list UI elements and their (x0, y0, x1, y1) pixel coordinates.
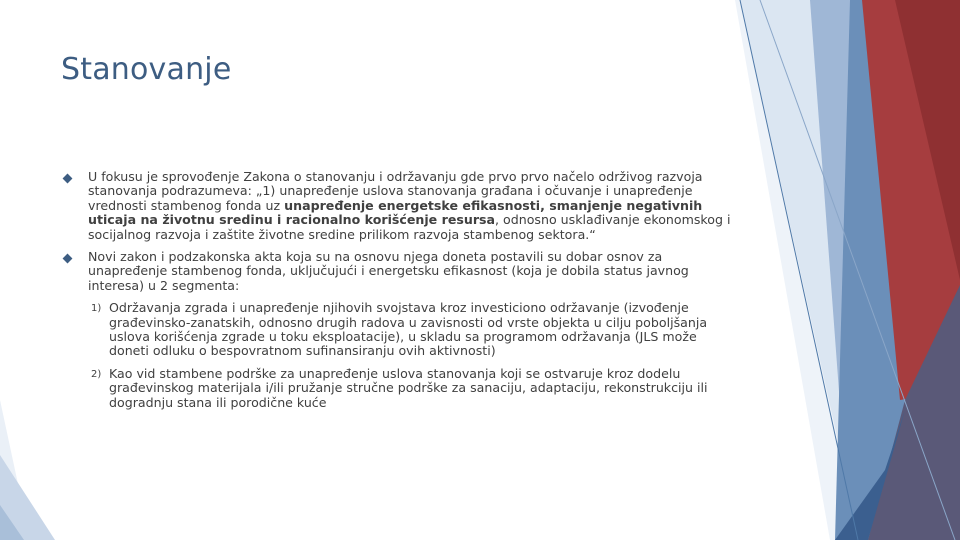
slide-content (63, 170, 733, 410)
text-run: , odnosno usklađivanje ekonomskog i socijalnog razvoja i zaštite životne sredine prilikom razvoja stambenog sektora.“ (88, 212, 731, 242)
subitem-number: 2) (91, 368, 102, 380)
numbered-subitem (63, 367, 733, 410)
bullet-item (63, 250, 733, 293)
numbered-subitem (63, 301, 733, 359)
text-run-bold: unapređenje energetske efikasnosti, smanjenje negativnih uticaja na životnu sredinu i racionalno korišćenje resursa (88, 197, 703, 228)
bullet-item (63, 170, 733, 242)
bullet-text (88, 170, 733, 242)
subitem-text: Kao vid stambene podrške za unapređenje uslova stanovanja koji se ostvaruje kroz dodelu građevinskog materijala i/ili pružanje stručne podrške za sanaciju, adaptaciju, rekonstrukciju ili dogradnju stana ili porodične kuće (109, 365, 708, 410)
subitem-number: 1) (91, 303, 102, 315)
slide-title: Stanovanje (61, 52, 232, 87)
bullet-text: Novi zakon i podzakonska akta koja su na osnovu njega doneta postavili su dobar osnov za unapređenje stambenog fonda, uključujući i energetsku efikasnost (koja je dobila status javnog interesa) u 2 segmenta: (88, 249, 689, 293)
subitem-text: Održavanja zgrada i unapređenje njihovih svojstava kroz investiciono održavanje (izvođenje građevinsko-zanatskih, odnosno drugih radova u zavisnosti od vrste objekta u cilju poboljšanja uslova korišćenja zgrade u toku eksploatacije), u skladu sa programom održavanja (JLS može doneti odluku o bespovratnom sufinansiranju ovih aktivnosti) (109, 300, 708, 359)
diamond-bullet-icon (63, 174, 73, 184)
diamond-bullet-icon (63, 254, 73, 264)
text-run: U fokusu je sprovođenje Zakona o stanovanju i održavanju gde prvo prvo načelo održivog razvoja stanovanja podrazumeva: „1) unapređenje uslova stanovanja građana i očuvanje i unapređenje vrednosti stambenog fonda uz (88, 169, 703, 213)
